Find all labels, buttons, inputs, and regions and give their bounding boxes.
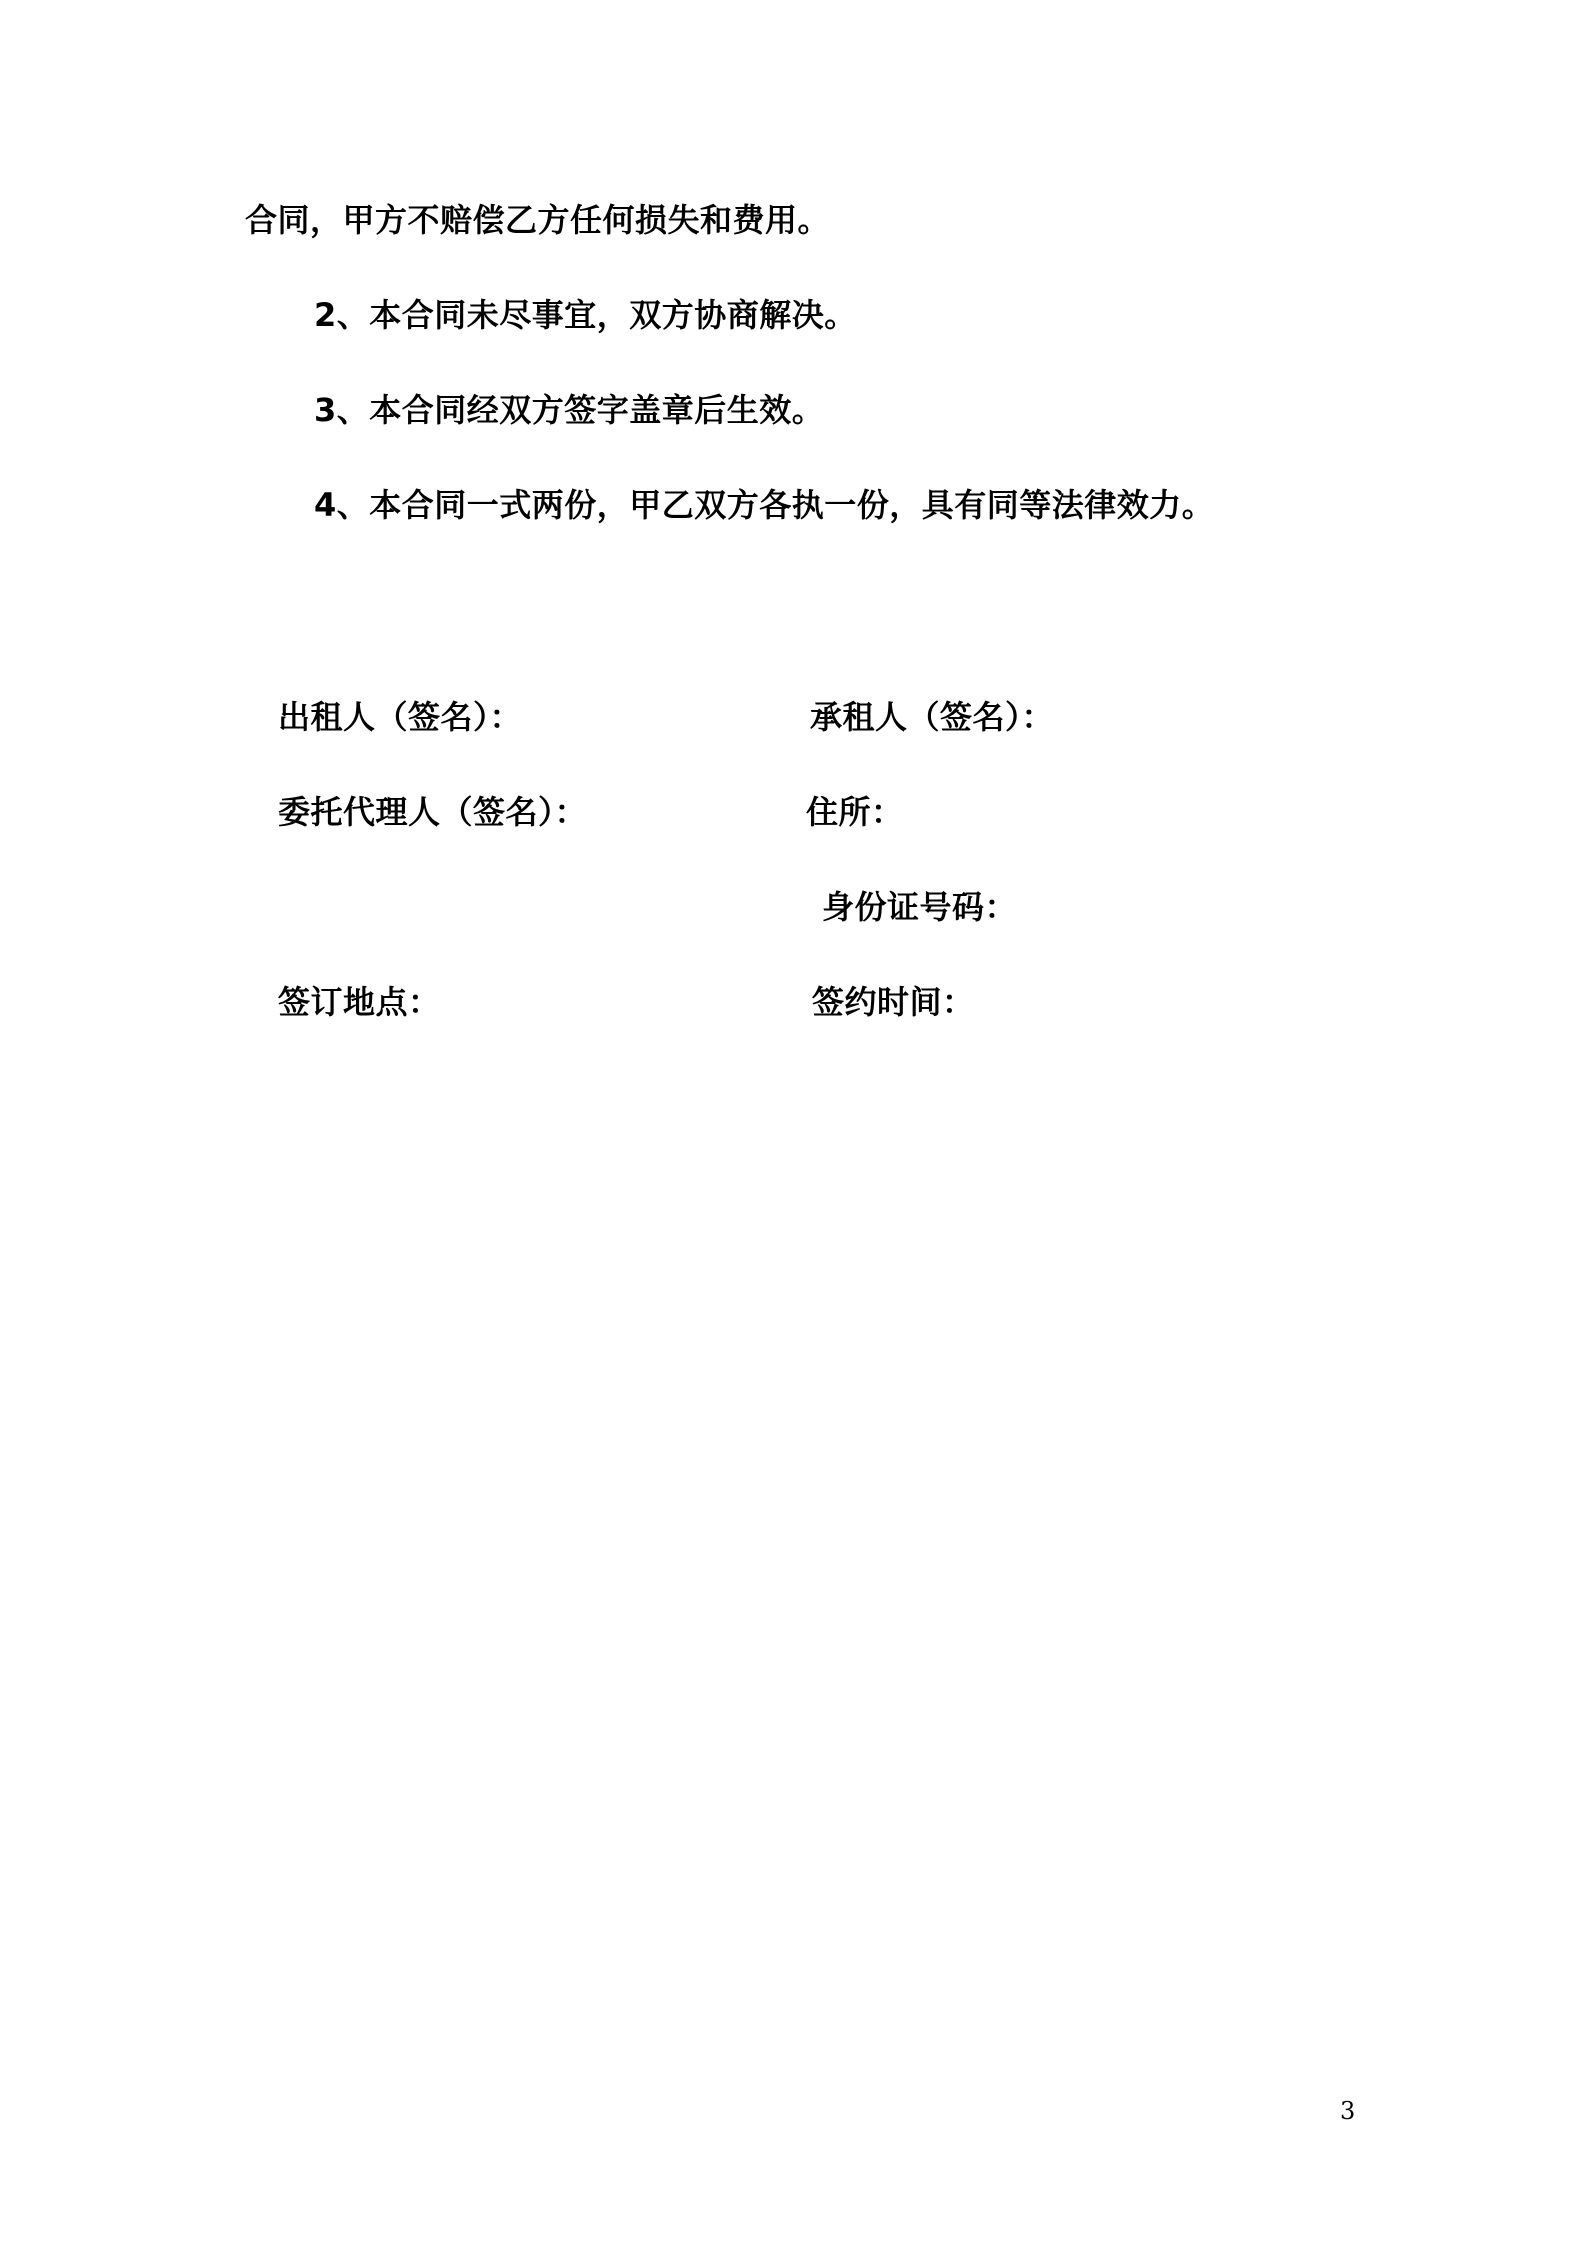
page-number: 3 <box>1340 2097 1356 2125</box>
clause-3: 3、本合同经双方签字盖章后生效。 <box>314 391 825 429</box>
clause-2: 2、本合同未尽事宜，双方协商解决。 <box>314 296 857 334</box>
id-number-label: 身份证号码： <box>822 888 1018 926</box>
lessor-signature-label: 出租人（签名）： <box>278 698 523 736</box>
agent-signature-label: 委托代理人（签名）： <box>278 793 588 831</box>
signing-time-label: 签约时间： <box>812 983 975 1021</box>
address-label: 住所： <box>806 793 904 831</box>
paragraph-continuation: 合同，甲方不赔偿乙方任何损失和费用。 <box>245 201 831 239</box>
clause-4: 4、本合同一式两份，甲乙双方各执一份，具有同等法律效力。 <box>314 486 1215 524</box>
lessee-signature-label: 承租人（签名）： <box>810 698 1055 736</box>
signing-place-label: 签订地点： <box>278 983 441 1021</box>
